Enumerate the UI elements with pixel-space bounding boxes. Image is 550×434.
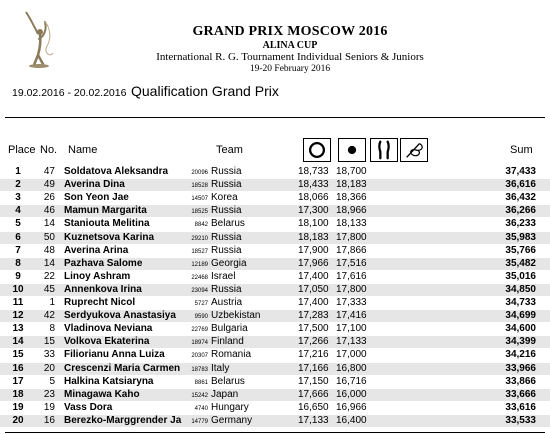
cell-sum: 34,399 xyxy=(505,336,536,348)
cell-s1: 17,300 xyxy=(298,205,329,217)
cell-s1: 18,183 xyxy=(298,231,329,243)
cell-code: 18527 xyxy=(191,248,208,255)
cell-place: 9 xyxy=(15,270,21,282)
cell-s2: 17,516 xyxy=(336,257,367,269)
cell-name: Mamun Margarita xyxy=(64,205,147,217)
cell-place: 8 xyxy=(15,257,21,269)
cell-code: 23094 xyxy=(191,287,208,294)
cell-name: Averina Arina xyxy=(64,244,129,256)
cell-s2: 18,700 xyxy=(336,166,367,177)
cell-team: Israel xyxy=(211,270,236,282)
cell-sum: 34,850 xyxy=(505,283,536,295)
cell-name: Soldatova Aleksandra xyxy=(64,166,169,177)
cell-place: 16 xyxy=(12,362,24,374)
cell-name: Serdyukova Anastasiya xyxy=(64,310,176,322)
cell-team: Uzbekistan xyxy=(211,310,261,322)
cell-no: 26 xyxy=(43,192,55,204)
cell-s2: 16,000 xyxy=(336,388,367,400)
table-row xyxy=(0,192,550,204)
cell-place: 12 xyxy=(12,310,24,322)
col-header-place: Place xyxy=(8,144,36,156)
cell-name: Kuznetsova Karina xyxy=(64,231,155,243)
cell-s2: 17,800 xyxy=(336,283,367,295)
cell-no: 33 xyxy=(43,349,55,361)
page-title: Qualification Grand Prix xyxy=(131,83,279,99)
table-row xyxy=(0,389,550,401)
table-row xyxy=(0,349,550,361)
cell-code: 18974 xyxy=(191,340,208,347)
cell-code: 15242 xyxy=(191,392,208,399)
cell-team: Romania xyxy=(211,349,252,361)
cell-team: Russia xyxy=(211,244,242,256)
cell-place: 15 xyxy=(12,349,24,361)
cell-s2: 16,716 xyxy=(336,375,367,387)
cell-s2: 18,183 xyxy=(336,179,367,191)
cell-code: 8842 xyxy=(194,222,208,229)
table-row xyxy=(0,415,550,427)
header-divider xyxy=(5,117,545,118)
cup-name: ALINA CUP xyxy=(262,40,318,51)
cell-s1: 18,433 xyxy=(298,179,329,191)
table-row xyxy=(0,179,550,191)
cell-no: 16 xyxy=(43,414,55,426)
table-row xyxy=(0,284,550,296)
cell-code: 12189 xyxy=(191,261,208,268)
cell-name: Vladinova Neviana xyxy=(64,323,153,335)
cell-place: 1 xyxy=(15,166,21,177)
cell-s1: 17,400 xyxy=(298,297,329,308)
cell-name: Vass Dora xyxy=(64,401,113,413)
table-row xyxy=(0,205,550,217)
col-header-name: Name xyxy=(68,144,98,156)
footer-divider xyxy=(5,432,545,433)
cell-s1: 16,650 xyxy=(298,401,329,413)
cell-sum: 36,233 xyxy=(505,218,536,230)
cell-s1: 18,066 xyxy=(298,192,329,204)
table-row xyxy=(0,323,550,335)
cell-code: 9590 xyxy=(194,314,208,321)
cell-no: 22 xyxy=(43,270,55,282)
cell-s1: 18,733 xyxy=(298,166,329,177)
cell-sum: 33,966 xyxy=(505,362,536,374)
cell-team: Russia xyxy=(211,231,242,243)
cell-team: Belarus xyxy=(211,218,245,230)
cell-s2: 17,616 xyxy=(336,270,367,282)
table-row xyxy=(0,218,550,230)
cell-team: Russia xyxy=(211,205,242,217)
col-header-team: Team xyxy=(216,144,243,156)
cell-code: 18525 xyxy=(191,209,208,216)
cell-sum: 35,766 xyxy=(505,244,536,256)
cell-s2: 17,333 xyxy=(336,297,367,308)
cell-no: 14 xyxy=(43,257,55,269)
cell-s1: 17,216 xyxy=(298,349,329,361)
cell-name: Filiorianu Anna Luiza xyxy=(64,349,165,361)
table-row xyxy=(0,310,550,322)
cell-team: Korea xyxy=(211,192,238,204)
cell-team: Georgia xyxy=(211,257,247,269)
cell-s2: 16,800 xyxy=(336,362,367,374)
cell-code: 14507 xyxy=(191,196,208,203)
cell-sum: 37,433 xyxy=(505,166,536,177)
cell-sum: 34,600 xyxy=(505,323,536,335)
cell-s2: 16,966 xyxy=(336,401,367,413)
cell-no: 45 xyxy=(43,283,55,295)
cell-place: 18 xyxy=(12,388,24,400)
cell-s1: 17,150 xyxy=(298,375,329,387)
table-row xyxy=(0,376,550,388)
ribbon-icon xyxy=(400,138,428,162)
clubs-icon xyxy=(370,138,398,162)
table-row xyxy=(0,363,550,375)
cell-code: 20307 xyxy=(191,353,208,360)
cell-no: 48 xyxy=(43,244,55,256)
cell-code: 18528 xyxy=(191,183,208,190)
cell-code: 4740 xyxy=(194,405,208,412)
col-header-no: No. xyxy=(40,144,58,156)
cell-name: Minagawa Kaho xyxy=(64,388,140,400)
cell-s1: 17,666 xyxy=(298,388,329,400)
cell-sum: 36,266 xyxy=(505,205,536,217)
cell-name: Annenkova Irina xyxy=(64,283,142,295)
cell-s2: 17,416 xyxy=(336,310,367,322)
cell-team: Austria xyxy=(211,297,243,308)
cell-no: 46 xyxy=(43,205,55,217)
col-header-sum: Sum xyxy=(510,144,533,156)
cell-place: 13 xyxy=(12,323,24,335)
table-row xyxy=(0,336,550,348)
cell-place: 5 xyxy=(15,218,21,230)
cell-place: 7 xyxy=(15,244,21,256)
cell-code: 8861 xyxy=(194,379,208,386)
cell-sum: 33,616 xyxy=(505,401,536,413)
cell-code: 18783 xyxy=(191,366,208,373)
cell-team: Bulgaria xyxy=(211,323,248,335)
cell-s1: 17,166 xyxy=(298,362,329,374)
cell-place: 17 xyxy=(12,375,24,387)
hoop-icon xyxy=(303,138,331,162)
cell-name: Averina Dina xyxy=(64,179,125,191)
cell-s1: 18,100 xyxy=(298,218,329,230)
cell-place: 6 xyxy=(15,231,21,243)
cell-s2: 17,800 xyxy=(336,231,367,243)
table-row xyxy=(0,245,550,257)
gymnast-logo-icon xyxy=(20,8,58,70)
cell-code: 29210 xyxy=(191,235,208,242)
cell-name: Ruprecht Nicol xyxy=(64,297,136,308)
table-row xyxy=(0,232,550,244)
cell-team: Finland xyxy=(211,336,244,348)
cell-s2: 17,866 xyxy=(336,244,367,256)
cell-team: Japan xyxy=(211,388,239,400)
cell-sum: 33,533 xyxy=(505,414,536,426)
cell-place: 14 xyxy=(12,336,24,348)
cell-sum: 36,432 xyxy=(505,192,536,204)
cell-place: 3 xyxy=(15,192,21,204)
cell-no: 20 xyxy=(43,362,55,374)
cell-team: Russia xyxy=(211,179,242,191)
cell-s2: 18,133 xyxy=(336,218,367,230)
cell-no: 8 xyxy=(49,323,55,335)
cell-sum: 33,666 xyxy=(505,388,536,400)
cell-no: 49 xyxy=(43,179,55,191)
table-row xyxy=(0,271,550,283)
ball-icon xyxy=(338,138,366,162)
cell-name: Crescenzi Maria Carmen xyxy=(64,362,181,374)
cell-place: 4 xyxy=(15,205,21,217)
event-subtitle: International R. G. Tournament Individual Seniors & Juniors xyxy=(156,51,424,63)
cell-sum: 35,983 xyxy=(505,231,536,243)
cell-place: 19 xyxy=(12,401,24,413)
table-row xyxy=(0,166,550,178)
cell-s1: 17,400 xyxy=(298,270,329,282)
cell-sum: 34,699 xyxy=(505,310,536,322)
cell-team: Hungary xyxy=(211,401,249,413)
date-range: 19.02.2016 - 20.02.2016 xyxy=(12,87,127,99)
cell-place: 11 xyxy=(12,297,24,308)
cell-name: Son Yeon Jae xyxy=(64,192,129,204)
cell-s1: 17,050 xyxy=(298,283,329,295)
cell-s2: 16,400 xyxy=(336,414,367,426)
cell-s1: 17,900 xyxy=(298,244,329,256)
cell-s2: 17,000 xyxy=(336,349,367,361)
cell-s2: 17,133 xyxy=(336,336,367,348)
cell-code: 22769 xyxy=(191,327,208,334)
cell-code: 22468 xyxy=(191,274,208,281)
cell-no: 19 xyxy=(43,401,55,413)
cell-no: 42 xyxy=(43,310,55,322)
cell-s1: 17,966 xyxy=(298,257,329,269)
table-row xyxy=(0,297,550,309)
cell-s1: 17,133 xyxy=(298,414,329,426)
event-title: GRAND PRIX MOSCOW 2016 xyxy=(192,24,388,39)
event-dates: 19-20 February 2016 xyxy=(249,64,331,74)
cell-place: 10 xyxy=(12,283,24,295)
cell-team: Belarus xyxy=(211,375,245,387)
cell-no: 47 xyxy=(43,166,55,177)
table-row xyxy=(0,258,550,270)
cell-s2: 17,100 xyxy=(336,323,367,335)
cell-sum: 35,016 xyxy=(505,270,536,282)
cell-place: 2 xyxy=(15,179,21,191)
cell-code: 5727 xyxy=(194,301,208,307)
cell-team: Italy xyxy=(211,362,230,374)
cell-s1: 17,266 xyxy=(298,336,329,348)
cell-name: Pazhava Salome xyxy=(64,257,143,269)
cell-sum: 33,866 xyxy=(505,375,536,387)
cell-name: Berezko-Marggrender Ja xyxy=(64,414,182,426)
table-row xyxy=(0,402,550,414)
cell-place: 20 xyxy=(12,414,24,426)
cell-sum: 36,616 xyxy=(505,179,536,191)
cell-s2: 18,366 xyxy=(336,192,367,204)
cell-code: 14779 xyxy=(191,418,208,425)
cell-no: 15 xyxy=(43,336,55,348)
cell-no: 14 xyxy=(43,218,55,230)
cell-name: Halkina Katsiaryna xyxy=(64,375,154,387)
cell-team: Russia xyxy=(211,166,242,177)
cell-team: Germany xyxy=(211,414,253,426)
cell-s1: 17,500 xyxy=(298,323,329,335)
cell-s2: 18,966 xyxy=(336,205,367,217)
cell-team: Russia xyxy=(211,283,242,295)
cell-name: Linoy Ashram xyxy=(64,270,131,282)
cell-no: 1 xyxy=(49,297,55,308)
cell-code: 20096 xyxy=(191,170,208,176)
cell-sum: 34,216 xyxy=(505,349,536,361)
cell-sum: 35,482 xyxy=(505,257,536,269)
cell-sum: 34,733 xyxy=(505,297,536,308)
cell-no: 5 xyxy=(49,375,55,387)
cell-no: 50 xyxy=(43,231,55,243)
cell-name: Volkova Ekaterina xyxy=(64,336,150,348)
cell-name: Staniouta Melitina xyxy=(64,218,150,230)
cell-no: 23 xyxy=(43,388,55,400)
cell-s1: 17,283 xyxy=(298,310,329,322)
